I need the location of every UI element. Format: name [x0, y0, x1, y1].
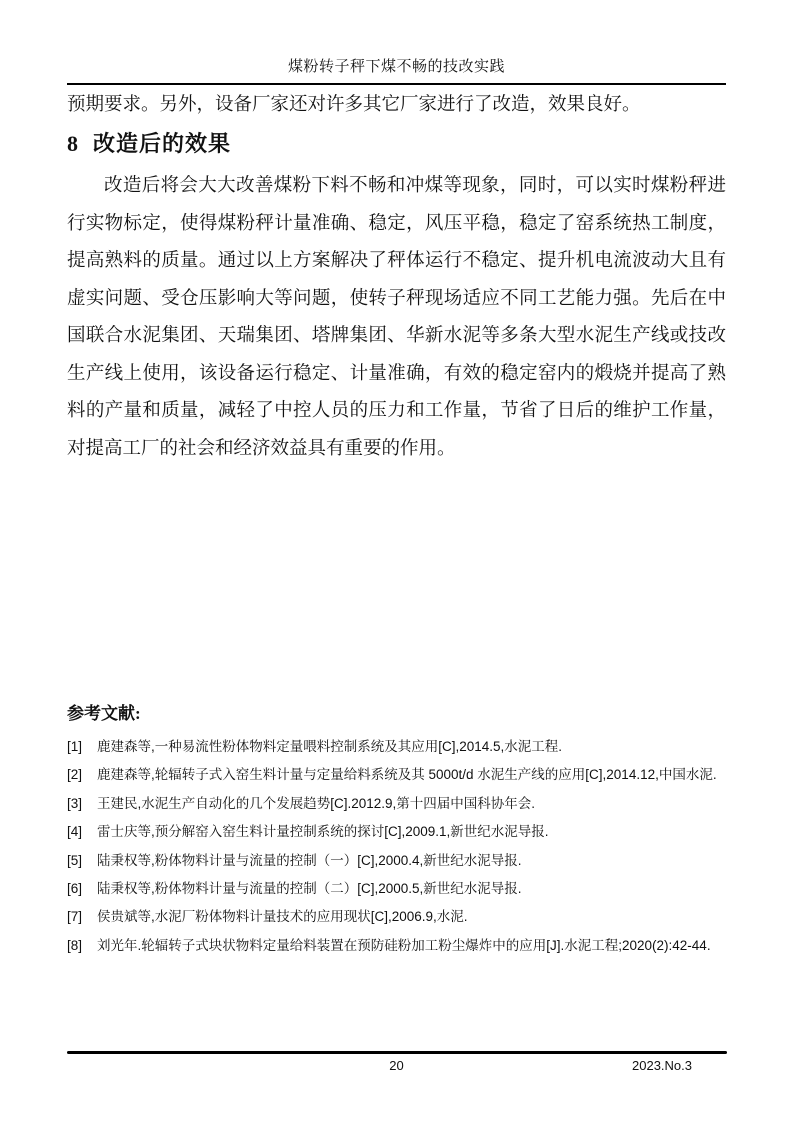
paragraph-line: 行实物标定，使得煤粉秤计量准确、稳定，风压平稳，稳定了窑系统热工制度， [67, 213, 726, 234]
running-head-title: 煤粉转子秤下煤不畅的技改实践 [287, 59, 505, 75]
paragraph-line: 虚实问题、受仓压影响大等问题，使转子秤现场适应不同工艺能力强。先后在中 [67, 288, 726, 309]
reference-item [67, 847, 726, 875]
page-header [67, 0, 726, 85]
reference-item [67, 932, 726, 960]
references-section [67, 702, 726, 960]
body-paragraph [67, 168, 726, 468]
reference-item [67, 733, 726, 761]
reference-number: [4] [67, 824, 83, 840]
footer-rule [67, 1051, 727, 1054]
paragraph-line: 改造后将会大大改善煤粉下料不畅和冲煤等现象，同时，可以实时煤粉秤进 [104, 176, 726, 196]
section-number: 8 [67, 131, 78, 156]
reference-text: 陆秉权等,粉体物料计量与流量的控制（一）[C],2000.4,新世纪水泥导报. [97, 852, 522, 868]
paragraph-line: 对提高工厂的社会和经济效益具有重要的作用。 [67, 438, 456, 459]
paragraph-line: 国联合水泥集团、天瑞集团、塔牌集团、华新水泥等多条大型水泥生产线或技改 [67, 326, 726, 346]
reference-text: 侯贵斌等,水泥厂粉体物料计量技术的应用现状[C],2006.9,水泥. [97, 909, 468, 925]
section-title: 改造后的效果 [93, 131, 232, 156]
reference-item [67, 790, 726, 818]
section-heading [67, 128, 726, 160]
reference-number: [8] [67, 937, 83, 953]
issue-label: 2023.No.3 [632, 1058, 692, 1073]
reference-text: 雷士庆等,预分解窑入窑生料计量控制系统的探讨[C],2009.1,新世纪水泥导报. [97, 824, 549, 840]
reference-text: 王建民,水泥生产自动化的几个发展趋势[C].2012.9,第十四届中国科协年会. [97, 795, 536, 811]
paragraph-line: 生产线上使用，该设备运行稳定、计量准确，有效的稳定窑内的煅烧并提高了熟 [67, 363, 726, 384]
page-body [67, 91, 726, 960]
reference-number: [2] [67, 767, 83, 783]
reference-text: 刘光年.轮辐转子式块状物料定量给料装置在预防硅粉加工粉尘爆炸中的应用[J].水泥工程;2020(2):42-44. [97, 937, 711, 953]
reference-text: 陆秉权等,粉体物料计量与流量的控制（二）[C],2000.5,新世纪水泥导报. [97, 881, 522, 897]
page-number: 20 [389, 1058, 404, 1073]
paragraph-line: 料的产量和质量，减轻了中控人员的压力和工作量，节省了日后的维护工作量， [67, 401, 726, 421]
paragraph-continuation: 预期要求。另外，设备厂家还对许多其它厂家进行了改造，效果良好。 [67, 95, 641, 115]
reference-text: 鹿建森等,轮辐转子式入窑生料计量与定量给料系统及其 5000t/d 水泥生产线的应用[C],2014.12,中国水泥. [97, 767, 717, 783]
reference-item [67, 818, 726, 846]
paragraph-line: 提高熟料的质量。通过以上方案解决了秤体运行不稳定、提升机电流波动大且有 [67, 251, 726, 271]
reference-item [67, 761, 726, 789]
reference-item [67, 875, 726, 903]
reference-number: [5] [67, 852, 83, 868]
reference-number: [1] [67, 739, 83, 754]
references-list [67, 733, 726, 960]
reference-text: 鹿建森等,一种易流性粉体物料定量喂料控制系统及其应用[C],2014.5,水泥工程. [97, 739, 563, 754]
reference-number: [6] [67, 881, 83, 897]
reference-number: [3] [67, 795, 83, 811]
reference-item [67, 903, 726, 931]
references-label: 参考文献: [67, 704, 141, 723]
reference-number: [7] [67, 909, 83, 925]
